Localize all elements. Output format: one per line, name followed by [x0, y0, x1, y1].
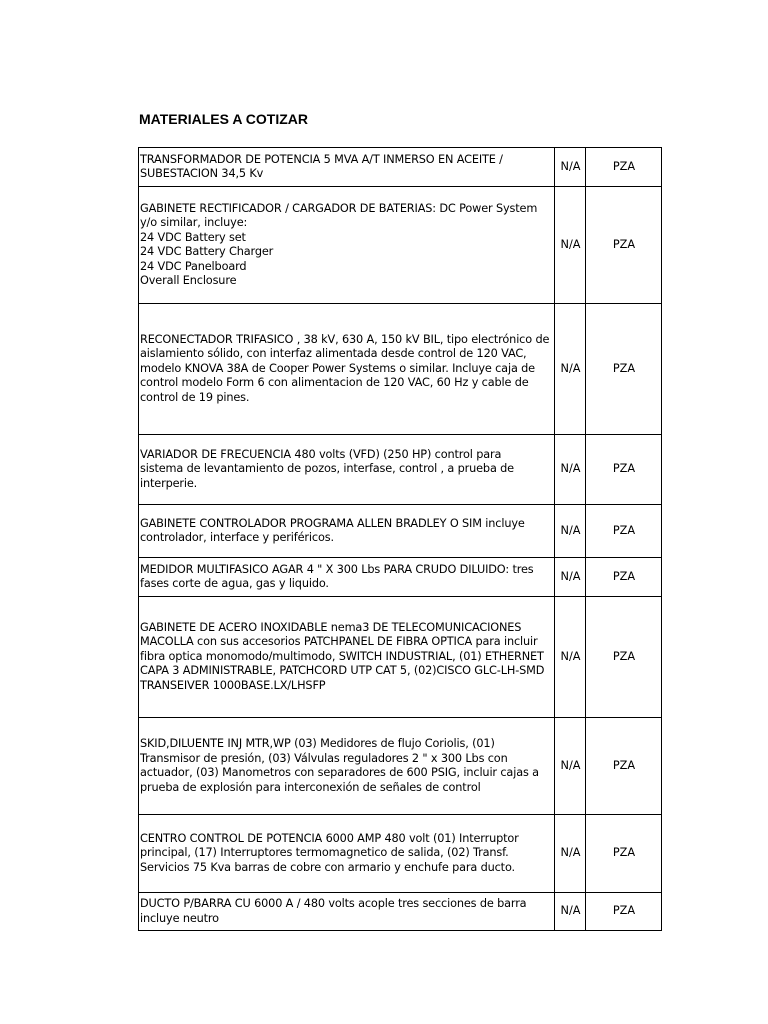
item-quantity: N/A: [555, 505, 586, 558]
table-row: [139, 148, 662, 187]
item-quantity: N/A: [555, 304, 586, 435]
document-title: MATERIALES A COTIZAR: [139, 111, 309, 127]
table-row: [139, 718, 662, 815]
item-description: VARIADOR DE FRECUENCIA 480 volts (VFD) (250 HP) control para sistema de levantamiento de pozos, interfase, control , a prueba de interperie.: [139, 435, 555, 505]
table-row: [139, 304, 662, 435]
item-unit: PZA: [586, 148, 662, 187]
item-quantity: N/A: [555, 148, 586, 187]
item-quantity: N/A: [555, 815, 586, 893]
table-row: [139, 597, 662, 718]
item-description: GABINETE CONTROLADOR PROGRAMA ALLEN BRADLEY O SIM incluye controlador, interface y periféricos.: [139, 505, 555, 558]
item-description: TRANSFORMADOR DE POTENCIA 5 MVA A/T INMERSO EN ACEITE / SUBESTACION 34,5 Kv: [139, 148, 555, 187]
item-unit: PZA: [586, 815, 662, 893]
item-quantity: N/A: [555, 597, 586, 718]
item-unit: PZA: [586, 718, 662, 815]
item-unit: PZA: [586, 187, 662, 304]
materials-table: [138, 147, 662, 931]
item-quantity: N/A: [555, 435, 586, 505]
item-unit: PZA: [586, 435, 662, 505]
item-unit: PZA: [586, 505, 662, 558]
table-row: [139, 558, 662, 597]
table-row: [139, 893, 662, 931]
item-unit: PZA: [586, 558, 662, 597]
item-description: SKID,DILUENTE INJ MTR,WP (03) Medidores de flujo Coriolis, (01) Transmisor de presión, (03) Válvulas reguladores 2 " x 300 Lbs con actuador, (03) Manometros con separadores de 600 PSIG, incluir cajas a prueba de explosión para interconexión de señales de control: [139, 718, 555, 815]
table-row: [139, 505, 662, 558]
item-description: GABINETE RECTIFICADOR / CARGADOR DE BATERIAS: DC Power System y/o similar, incluye: 24 VDC Battery set 24 VDC Battery Charger 24 VDC Panelboard Overall Enclosure: [139, 187, 555, 304]
item-description: CENTRO CONTROL DE POTENCIA 6000 AMP 480 volt (01) Interruptor principal, (17) Interruptores termomagnetico de salida, (02) Transf. Servicios 75 Kva barras de cobre con armario y enchufe para ducto.: [139, 815, 555, 893]
item-unit: PZA: [586, 893, 662, 931]
item-quantity: N/A: [555, 893, 586, 931]
table-row: [139, 187, 662, 304]
item-quantity: N/A: [555, 187, 586, 304]
item-description: DUCTO P/BARRA CU 6000 A / 480 volts acople tres secciones de barra incluye neutro: [139, 893, 555, 931]
table-row: [139, 815, 662, 893]
item-unit: PZA: [586, 597, 662, 718]
item-quantity: N/A: [555, 558, 586, 597]
item-description: RECONECTADOR TRIFASICO , 38 kV, 630 A, 150 kV BIL, tipo electrónico de aislamiento sólido, con interfaz alimentada desde control de 120 VAC, modelo KNOVA 38A de Cooper Power Systems o similar. Incluye caja de control modelo Form 6 con alimentacion de 120 VAC, 60 Hz y cable de control de 19 pines.: [139, 304, 555, 435]
item-unit: PZA: [586, 304, 662, 435]
item-quantity: N/A: [555, 718, 586, 815]
item-description: GABINETE DE ACERO INOXIDABLE nema3 DE TELECOMUNICACIONES MACOLLA con sus accesorios PATCHPANEL DE FIBRA OPTICA para incluir fibra optica monomodo/multimodo, SWITCH INDUSTRIAL, (01) ETHERNET CAPA 3 ADMINISTRABLE, PATCHCORD UTP CAT 5, (02)CISCO GLC-LH-SMD TRANSEIVER 1000BASE.LX/LHSFP: [139, 597, 555, 718]
item-description: MEDIDOR MULTIFASICO AGAR 4 " X 300 Lbs PARA CRUDO DILUIDO: tres fases corte de agua, gas y liquido.: [139, 558, 555, 597]
table-row: [139, 435, 662, 505]
